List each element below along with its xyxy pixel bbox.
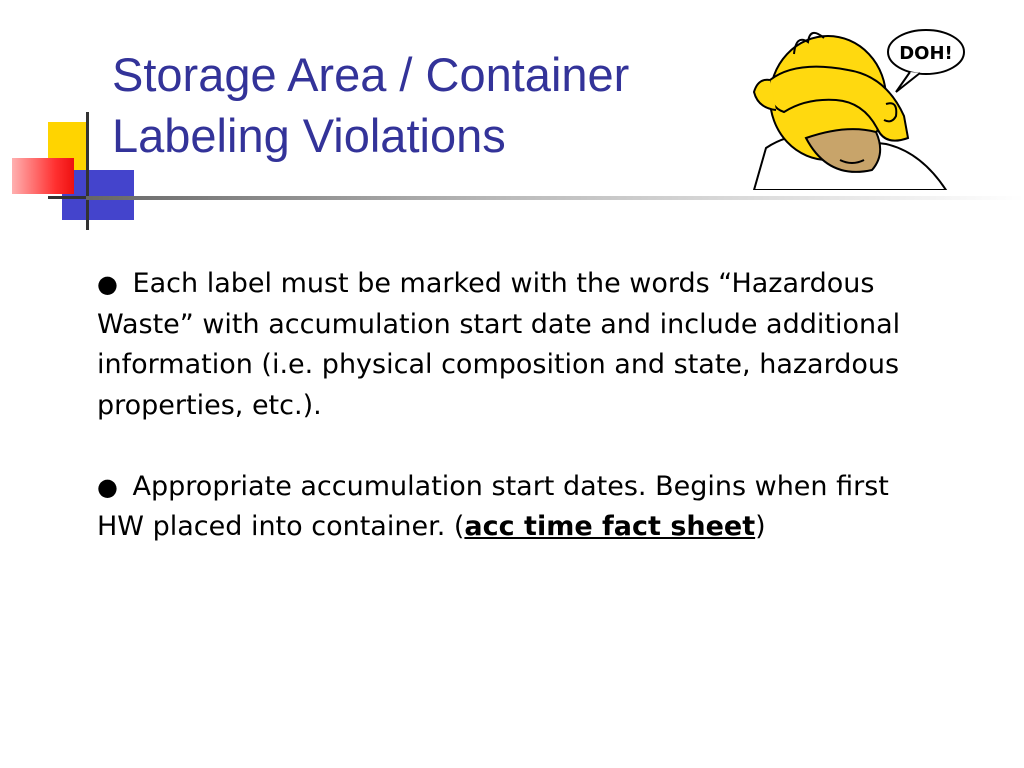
title-underline-rule	[86, 196, 1024, 200]
bullet-text-closing: )	[755, 511, 766, 542]
decor-vertical-line	[86, 112, 89, 230]
decor-red-square	[12, 158, 74, 194]
bullet-icon: ●	[97, 472, 118, 501]
bullet-icon: ●	[97, 270, 118, 298]
slide-title	[112, 44, 629, 166]
bullet-text: Each label must be marked with the words “Hazardous Waste” with accumulation start date and include additional information (i.e. physical composition and state, hazardous properties, etc.).	[97, 268, 901, 421]
doh-cartoon-illustration	[736, 20, 968, 190]
speech-bubble-text: DOH!	[899, 43, 953, 64]
slide-title-line-2: Labeling Violations	[112, 109, 506, 162]
slide-title-line-1: Storage Area / Container	[112, 48, 630, 101]
bullet-text: Appropriate accumulation start dates. Begins when first HW placed into container. (	[97, 470, 889, 542]
acc-time-fact-sheet-link[interactable]: acc time fact sheet	[464, 511, 756, 542]
bullet-item	[97, 467, 927, 548]
bullet-item	[97, 264, 927, 426]
slide-body	[97, 264, 927, 548]
